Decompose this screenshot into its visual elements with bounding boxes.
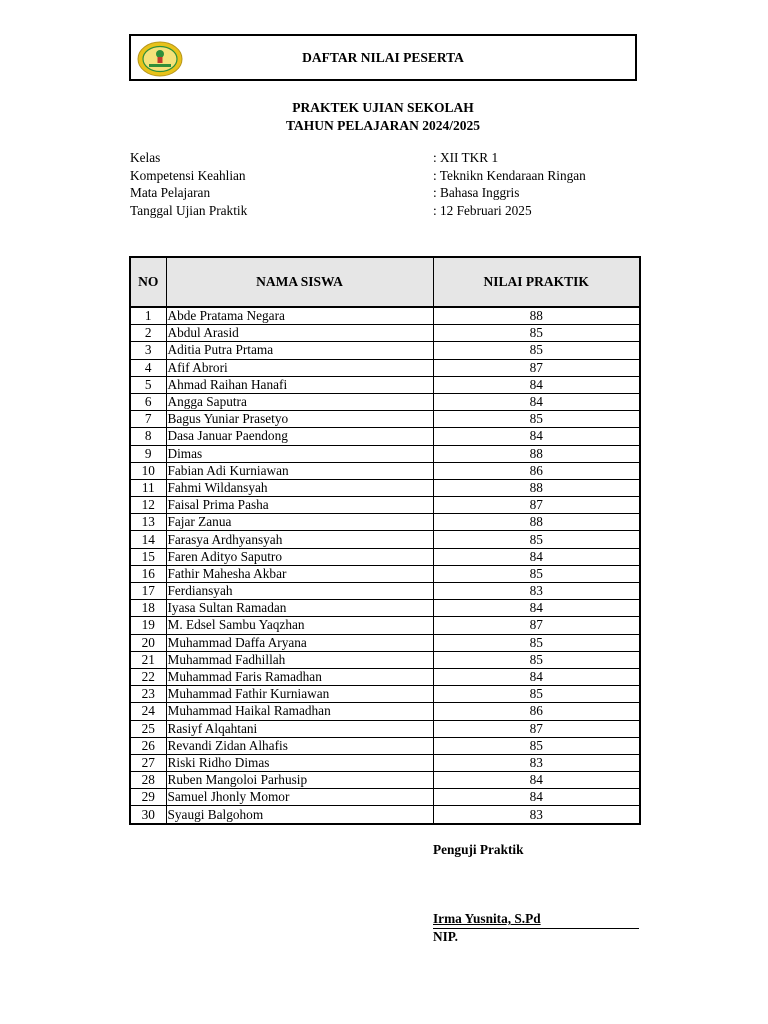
student-name: Farasya Ardhyansyah: [166, 531, 433, 548]
info-value: : Teknikn Kendaraan Ringan: [433, 168, 586, 183]
table-row: [130, 445, 640, 462]
document-header: [129, 34, 637, 81]
practical-score: 83: [433, 806, 640, 824]
row-number: 12: [130, 497, 166, 514]
practical-score: 85: [433, 342, 640, 359]
practical-score: 87: [433, 497, 640, 514]
practical-score: 84: [433, 376, 640, 393]
student-name: Muhammad Faris Ramadhan: [166, 668, 433, 685]
practical-score: 87: [433, 720, 640, 737]
table-row: [130, 789, 640, 806]
examiner-title: Penguji Praktik: [433, 842, 524, 857]
row-number: 26: [130, 737, 166, 754]
table-row: [130, 548, 640, 565]
student-name: Faisal Prima Pasha: [166, 497, 433, 514]
table-row: [130, 428, 640, 445]
student-name: Revandi Zidan Alhafis: [166, 737, 433, 754]
student-name: Abdul Arasid: [166, 325, 433, 342]
table-row: [130, 583, 640, 600]
practical-score: 85: [433, 565, 640, 582]
student-name: Samuel Jhonly Momor: [166, 789, 433, 806]
row-number: 8: [130, 428, 166, 445]
table-row: [130, 668, 640, 685]
table-row: [130, 600, 640, 617]
student-name: Muhammad Fadhillah: [166, 651, 433, 668]
row-number: 25: [130, 720, 166, 737]
practical-score: 84: [433, 772, 640, 789]
row-number: 18: [130, 600, 166, 617]
practical-score: 85: [433, 411, 640, 428]
grades-table: [129, 256, 641, 825]
row-number: 22: [130, 668, 166, 685]
student-name: Afif Abrori: [166, 359, 433, 376]
practical-score: 84: [433, 668, 640, 685]
table-row: [130, 703, 640, 720]
row-number: 4: [130, 359, 166, 376]
table-row: [130, 737, 640, 754]
student-name: Faren Adityo Saputro: [166, 548, 433, 565]
academic-year: TAHUN PELAJARAN 2024/2025: [285, 118, 480, 133]
table-row: [130, 342, 640, 359]
column-header-no: NO: [130, 257, 166, 307]
row-number: 2: [130, 325, 166, 342]
practical-score: 87: [433, 617, 640, 634]
examiner-nip: NIP.: [433, 929, 459, 944]
practical-score: 86: [433, 462, 640, 479]
practical-score: 85: [433, 737, 640, 754]
practical-score: 88: [433, 479, 640, 496]
row-number: 19: [130, 617, 166, 634]
table-row: [130, 754, 640, 771]
row-number: 28: [130, 772, 166, 789]
practical-score: 84: [433, 789, 640, 806]
table-row: [130, 497, 640, 514]
student-name: Aditia Putra Prtama: [166, 342, 433, 359]
practical-score: 85: [433, 686, 640, 703]
column-header-name: NAMA SISWA: [166, 257, 433, 307]
student-name: Syaugi Balgohom: [166, 806, 433, 824]
row-number: 27: [130, 754, 166, 771]
table-row: [130, 411, 640, 428]
row-number: 17: [130, 583, 166, 600]
practical-score: 84: [433, 428, 640, 445]
table-header-row: [130, 257, 640, 307]
table-row: [130, 462, 640, 479]
info-row-subject: [130, 185, 650, 203]
table-row: [130, 720, 640, 737]
student-name: Bagus Yuniar Prasetyo: [166, 411, 433, 428]
table-row: [130, 651, 640, 668]
row-number: 7: [130, 411, 166, 428]
practical-score: 85: [433, 634, 640, 651]
row-number: 5: [130, 376, 166, 393]
table-row: [130, 617, 640, 634]
row-number: 24: [130, 703, 166, 720]
info-label: Tanggal Ujian Praktik: [130, 203, 248, 218]
table-row: [130, 686, 640, 703]
practical-score: 84: [433, 600, 640, 617]
info-value: : XII TKR 1: [433, 150, 499, 165]
table-row: [130, 359, 640, 376]
row-number: 14: [130, 531, 166, 548]
student-name: Iyasa Sultan Ramadan: [166, 600, 433, 617]
row-number: 9: [130, 445, 166, 462]
student-name: Angga Saputra: [166, 393, 433, 410]
info-row-class: [130, 150, 650, 168]
row-number: 3: [130, 342, 166, 359]
column-header-score: NILAI PRAKTIK: [433, 257, 640, 307]
table-row: [130, 393, 640, 410]
info-label: Mata Pelajaran: [130, 185, 211, 200]
student-name: Ahmad Raihan Hanafi: [166, 376, 433, 393]
student-name: Rasiyf Alqahtani: [166, 720, 433, 737]
row-number: 15: [130, 548, 166, 565]
practical-score: 84: [433, 393, 640, 410]
info-value: : Bahasa Inggris: [433, 185, 520, 200]
table-row: [130, 634, 640, 651]
exam-title: PRAKTEK UJIAN SEKOLAH: [292, 100, 474, 115]
practical-score: 86: [433, 703, 640, 720]
table-row: [130, 565, 640, 582]
practical-score: 88: [433, 514, 640, 531]
info-row-exam-date: [130, 203, 650, 221]
student-name: Abde Pratama Negara: [166, 307, 433, 325]
row-number: 13: [130, 514, 166, 531]
table-row: [130, 325, 640, 342]
table-row: [130, 772, 640, 789]
student-name: Ruben Mangoloi Parhusip: [166, 772, 433, 789]
student-name: Fabian Adi Kurniawan: [166, 462, 433, 479]
row-number: 6: [130, 393, 166, 410]
row-number: 16: [130, 565, 166, 582]
student-name: Fahmi Wildansyah: [166, 479, 433, 496]
student-name: Muhammad Fathir Kurniawan: [166, 686, 433, 703]
info-label: Kelas: [130, 150, 161, 165]
table-row: [130, 479, 640, 496]
student-name: Fathir Mahesha Akbar: [166, 565, 433, 582]
row-number: 29: [130, 789, 166, 806]
row-number: 10: [130, 462, 166, 479]
student-name: Fajar Zanua: [166, 514, 433, 531]
row-number: 20: [130, 634, 166, 651]
practical-score: 87: [433, 359, 640, 376]
practical-score: 83: [433, 754, 640, 771]
row-number: 23: [130, 686, 166, 703]
student-name: M. Edsel Sambu Yaqzhan: [166, 617, 433, 634]
student-name: Dimas: [166, 445, 433, 462]
student-name: Riski Ridho Dimas: [166, 754, 433, 771]
practical-score: 85: [433, 325, 640, 342]
table-row: [130, 531, 640, 548]
document-title: DAFTAR NILAI PESERTA: [302, 50, 464, 65]
row-number: 1: [130, 307, 166, 325]
table-row: [130, 307, 640, 325]
student-name: Dasa Januar Paendong: [166, 428, 433, 445]
examiner-name: Irma Yusnita, S.Pd: [433, 911, 639, 929]
student-name: Muhammad Daffa Aryana: [166, 634, 433, 651]
student-name: Muhammad Haikal Ramadhan: [166, 703, 433, 720]
table-row: [130, 806, 640, 824]
table-row: [130, 514, 640, 531]
practical-score: 83: [433, 583, 640, 600]
info-row-competency: [130, 168, 650, 186]
practical-score: 88: [433, 307, 640, 325]
info-value: : 12 Februari 2025: [433, 203, 532, 218]
practical-score: 84: [433, 548, 640, 565]
row-number: 11: [130, 479, 166, 496]
table-row: [130, 376, 640, 393]
practical-score: 85: [433, 651, 640, 668]
row-number: 30: [130, 806, 166, 824]
student-name: Ferdiansyah: [166, 583, 433, 600]
row-number: 21: [130, 651, 166, 668]
practical-score: 85: [433, 531, 640, 548]
info-label: Kompetensi Keahlian: [130, 168, 246, 183]
practical-score: 88: [433, 445, 640, 462]
